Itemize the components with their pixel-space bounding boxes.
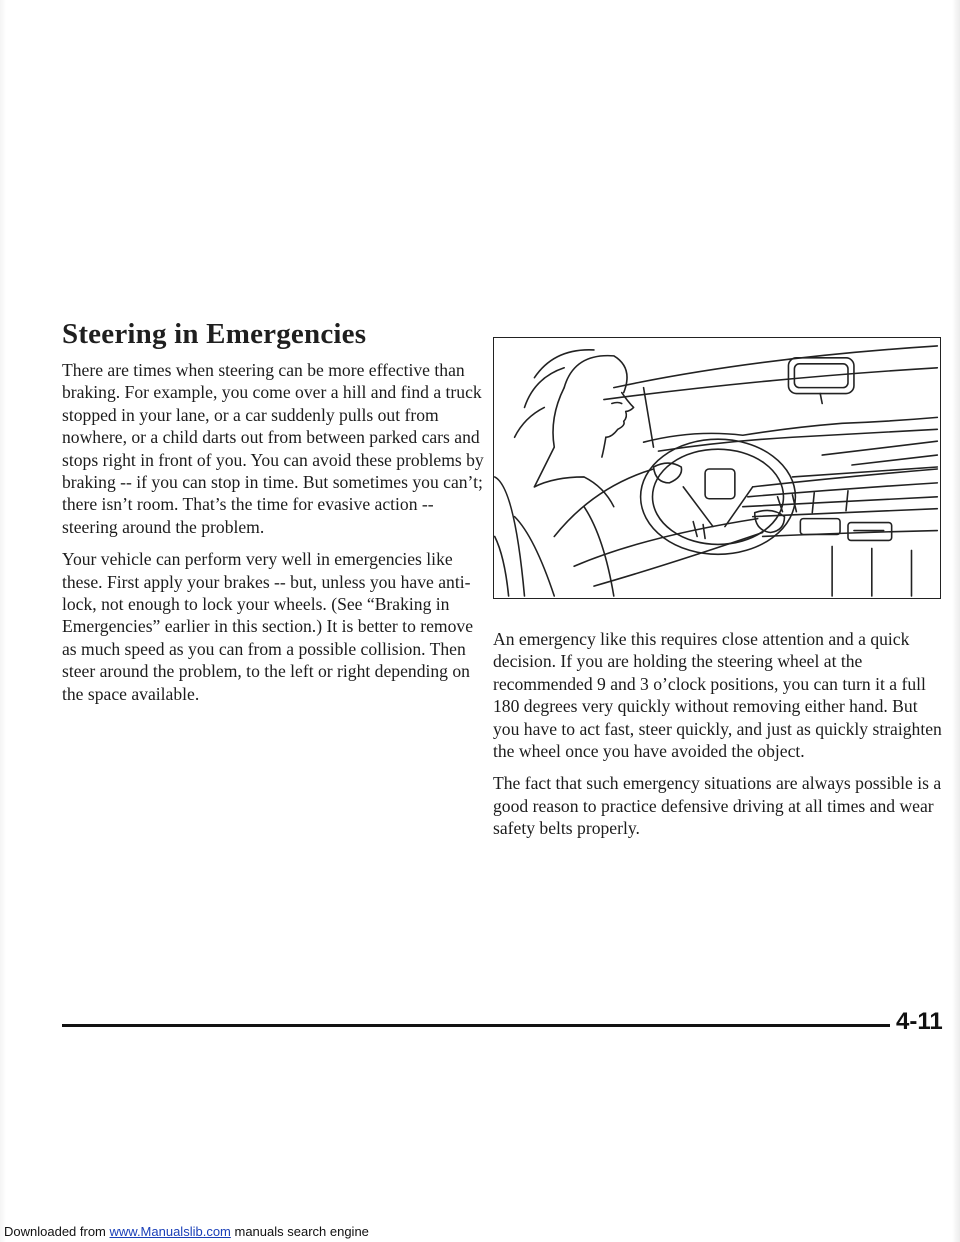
left-column — [62, 359, 490, 715]
footer-rule — [62, 1024, 890, 1027]
paragraph-vehicle-performance: Your vehicle can perform very well in emergencies like these. First apply your brakes -- but, unless you have anti-lock, not enough to lock your wheels. (See “Braking in Emergencies” earlier in this section.) It is better to remove as much speed as you can from a possible collision. Then steer around the problem, to the left or right depending on the space available. — [62, 549, 474, 704]
download-watermark — [4, 1224, 369, 1239]
watermark-prefix: Downloaded from — [4, 1224, 110, 1239]
driver-illustration-figure — [493, 337, 941, 599]
paragraph-quick-decision: An emergency like this requires close attention and a quick decision. If you are holding the steering wheel at the recommended 9 and 3 o’clock positions, you can turn it a full 180 degrees very quickly without removing either hand. But you have to act fast, steer quickly, and just as quickly straighten the wheel once you have avoided the object. — [493, 629, 942, 762]
driver-steering-illustration — [494, 338, 940, 598]
page-number: 4-11 — [896, 1008, 943, 1035]
manualslib-link[interactable]: www.Manualslib.com — [109, 1224, 231, 1239]
right-column — [493, 628, 943, 850]
watermark-suffix: manuals search engine — [230, 1224, 369, 1239]
paragraph-steering-vs-braking: There are times when steering can be more effective than braking. For example, you come over a hill and find a truck stopped in your lane, or a car suddenly pulls out from nowhere, or a child darts out from between parked cars and stops right in front of you. You can avoid these problems by braking -- if you can stop in time. But sometimes you can’t; there isn’t room. That’s the time for evasive action -- steering around the problem. — [62, 360, 484, 537]
section-title: Steering in Emergencies — [62, 318, 367, 350]
paragraph-defensive-driving: The fact that such emergency situations are always possible is a good reason to practice defensive driving at all times and wear safety belts properly. — [493, 773, 942, 839]
